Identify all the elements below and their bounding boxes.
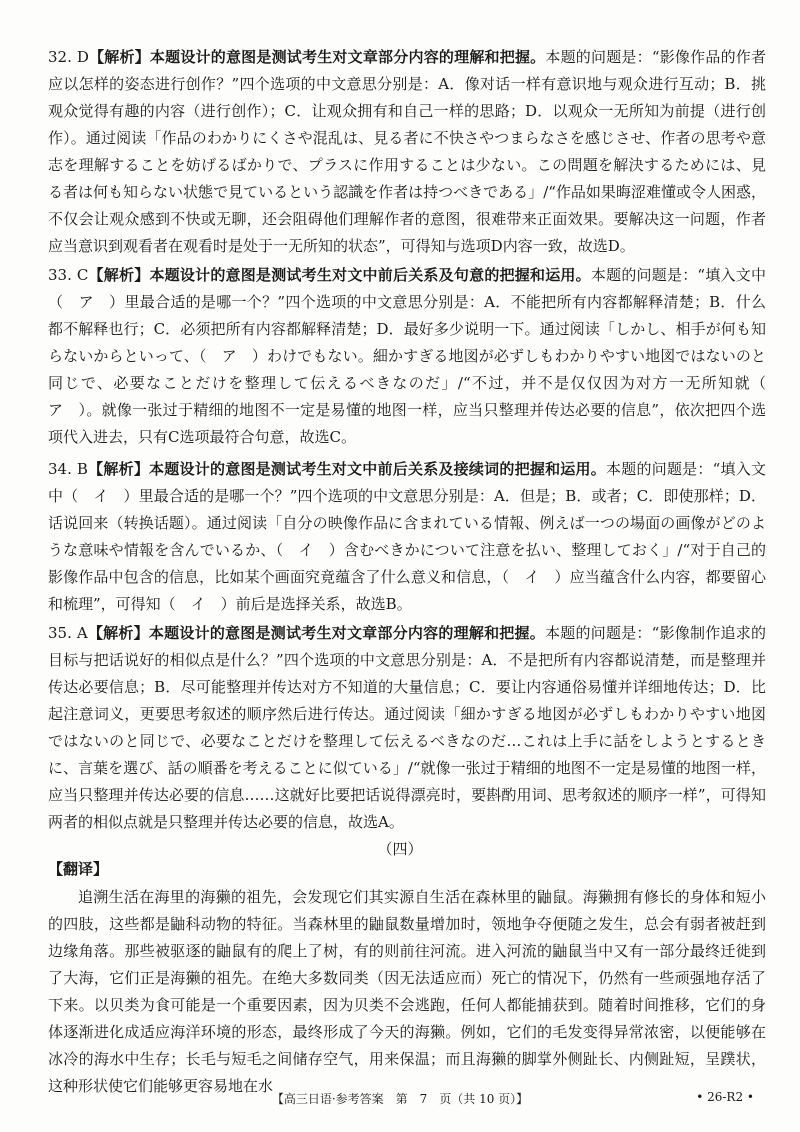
answer-33-intent: 【解析】本题设计的意图是测试考生对文中前后关系及句意的把握和运用。 xyxy=(88,266,591,284)
section-title: （四） xyxy=(377,840,423,858)
answer-35-number: 35. A xyxy=(48,624,88,642)
answer-33-text: 本题的问题是：“填入文中（ ア ）里最合适的是哪一个？”四个选项的中文意思分别是：A．不能把所有内容都解释清楚；B．什么都不解释也行；C．必须把所有内容都解释清楚；D．最好多少说明一下。通过阅读「しかし、相手が何も知らないからといって、（ ア ）わけでもない。細かすぎる地図が必ずしもわかりやすい地図ではないのと同じで、必要なことだけを整理して伝えるべきなのだ」/“不过，并不是仅仅因为对方一无所知就（ ア ）。就像一张过于精细的地图不一定是易懂的地图一样，应当只整理并传达必要的信息”，依次把四个选项代入进去，只有C选项最符合句意，故选C。 xyxy=(48,266,782,446)
answer-34-intent: 【解析】本题设计的意图是测试考生对文中前后关系及接续词的把握和运用。 xyxy=(87,460,607,478)
answer-32-number: 32. D xyxy=(48,48,89,66)
answer-34-text: 本题的问题是：“填入文中（ イ ）里最合适的是哪一个？”四个选项的中文意思分别是：A．但是；B．或者；C．即使那样；D．话说回来（转换话题）。通过阅读「自分の映像作品に含まれている情報、例えば一つの場面の画像がどのような意味や情報を含んでいるか、（ イ ）含むべきかについて注意を払い、整理しておく」/“对于自己的影像作品中包含的信息，比如某个画面究竟蕴含了什么意义和信息，（ イ ）应当蕴含什么内容，都要留心和梳理”，可得知（ イ ）前后是选择关系，故选B。 xyxy=(48,460,767,613)
answer-35-intent: 【解析】本题设计的意图是测试考生对文章部分内容的理解和把握。 xyxy=(87,624,546,642)
answer-33-number: 33. C xyxy=(48,266,89,284)
answer-32-intent: 【解析】本题设计的意图是测试考生对文章部分内容的理解和把握。 xyxy=(88,48,546,66)
answer-32 xyxy=(48,44,766,260)
answer-33 xyxy=(48,262,782,451)
answer-35 xyxy=(48,620,766,836)
translation-heading: 【翻译】 xyxy=(48,860,109,878)
answer-32-text: 本题的问题是：“影像作品的作者应以怎样的姿态进行创作？”四个选项的中文意思分别是：A．像对话一样有意识地与观众进行互动；B．挑观众觉得有趣的内容（进行创作）；C．让观众拥有和自己一样的思路；D．以观众一无所知为前提（进行创作）。通过阅读「作品のわかりにくさや混乱は、見る者に不快さやつまらなさを感じさせ、作者の思考や意志を理解することを妨げるばかりで、プラスに作用することは少ない。この問題を解決するためには、見る者は何も知らない状態で見ているという認識を作者は持つべきである」/“作品如果晦涩难懂或令人困惑，不仅会让观众感到不快或无聊，还会阻碍他们理解作者的意图，很难带来正面效果。要解决这一问题，作者应当意识到观看者在观看时是处于一无所知的状态”，可得知与选项D内容一致，故选D。 xyxy=(48,48,766,255)
answer-34-number: 34. B xyxy=(48,460,88,478)
footer-page-info: 【高三日语·参考答案 第 7 页（共 10 页）】 xyxy=(271,1092,529,1106)
footer-code: • 26-R2 • xyxy=(696,1090,754,1104)
translation-body: 追溯生活在海里的海獭的祖先，会发现它们其实源自生活在森林里的鼬鼠。海獭拥有修长的身体和短小的四肢，这些都是鼬科动物的特征。当森林里的鼬鼠数量增加时，领地争夺便随之发生，总会有弱者被赶到边缘角落。那些被驱逐的鼬鼠有的爬上了树，有的则前往河流。进入河流的鼬鼠当中又有一部分最终迁徙到了大海，它们正是海獭的祖先。在绝大多数同类（因无法适应而）死亡的情况下，仍然有一些顽强地存活了下来。以贝类为食可能是一个重要因素，因为贝类不会逃跑，任何人都能捕获到。随着时间推移，它们的身体逐渐进化成适应海洋环境的形态，最终形成了今天的海獭。例如，它们的毛发变得异常浓密，以便能够在冰冷的海水中生存；长毛与短毛之间储存空气，用来保温；而且海獭的脚掌外侧趾长、内侧趾短，呈蹼状，这种形状使它们能够更容易地在水 xyxy=(48,888,766,1095)
answer-34 xyxy=(48,456,766,618)
answer-35-text: 本题的问题是：“影像制作追求的目标与把话说好的相似点是什么？”四个选项的中文意思分别是：A．不是把所有内容都说清楚，而是整理并传达必要信息；B．尽可能整理并传达对方不知道的大量信息；C．要让内容通俗易懂并详细地传达；D．比起注意词义，更要思考叙述的顺序然后进行传达。通过阅读「細かすぎる地図が必ずしもわかりやすい地図ではないのと同じで、必要なことだけを整理して伝えるべきなのだ…これは上手に話をしようとするときに、言葉を選び、話の順番を考えることに似ている」/“就像一张过于精细的地图不一定是易懂的地图一样，应当只整理并传达必要的信息……这就好比要把话说得漂亮时，要斟酌用词、思考叙述的顺序一样”，可得知两者的相似点就是只整理并传达必要的信息，故选A。 xyxy=(48,624,766,831)
